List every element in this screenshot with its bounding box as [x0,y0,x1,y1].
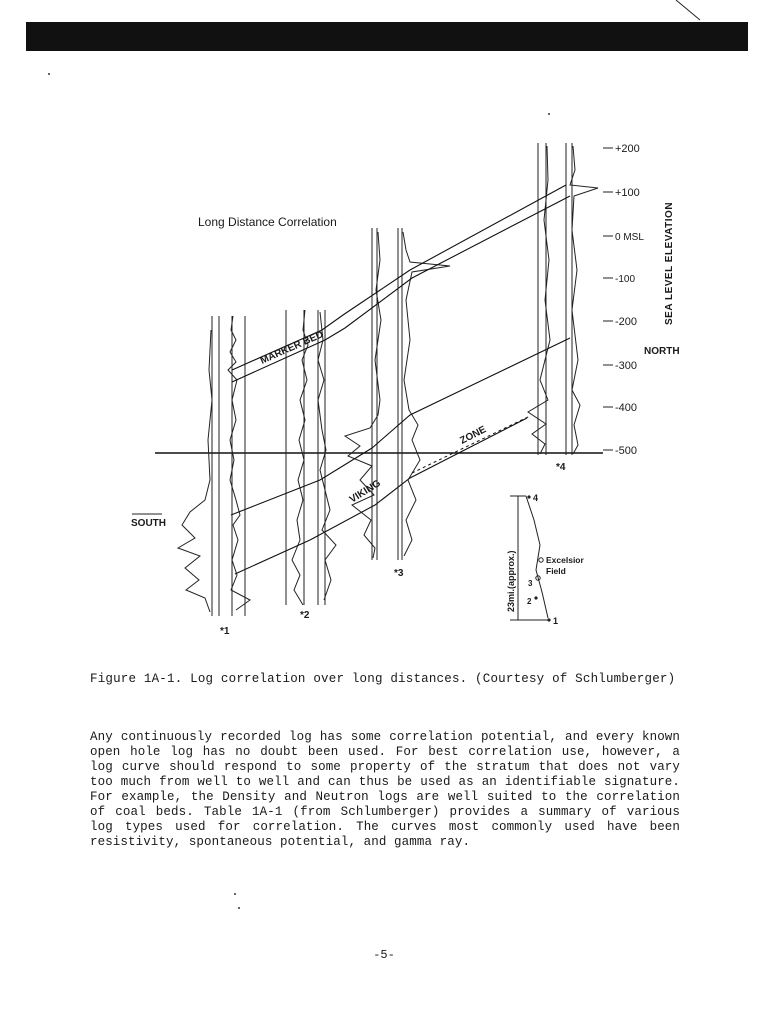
svg-text:-300: -300 [615,360,638,372]
zone-label: ZONE [458,424,489,447]
svg-text:4: 4 [533,493,539,503]
inset-field-label-2: Field [546,566,566,576]
svg-text:-400: -400 [615,402,638,414]
svg-text:+100: +100 [615,187,640,199]
inset-well-1 [547,616,558,626]
svg-text:1: 1 [553,616,559,626]
zone-dashed-line [412,416,530,473]
south-label: SOUTH [131,518,166,529]
scan-speck [234,893,236,895]
svg-text:-500: -500 [615,445,638,457]
well-label-2: *2 [300,610,310,621]
inset-field-marker [539,558,543,562]
correlation-lines [231,185,570,574]
svg-text:3: 3 [528,579,533,588]
page-number: -5- [373,948,395,962]
north-label: NORTH [644,346,680,357]
svg-text:-200: -200 [615,316,638,328]
marker-bed-top [232,185,566,370]
viking-label: VIKING [347,477,383,506]
well-label-1: *1 [220,626,230,637]
scan-speck [238,907,240,909]
marker-bed-label: MARKER BED [258,329,326,367]
inset-map [506,493,584,626]
well-log-4 [528,143,598,455]
elevation-tick [603,187,640,199]
elevation-tick [603,445,637,457]
svg-text:2: 2 [527,597,532,606]
elevation-axis-label: SEA LEVEL ELEVATION [664,201,675,325]
elevation-tick [603,143,640,155]
inset-field-label-1: Excelsior [546,555,584,565]
figure-caption: Figure 1A-1. Log correlation over long distances. (Courtesy of Schlumberger) [90,672,676,686]
svg-text:-100: -100 [615,274,636,285]
inset-well-4 [527,493,538,503]
svg-text:+200: +200 [615,143,640,155]
figure-title: Long Distance Correlation [198,215,337,229]
elevation-tick [603,274,635,285]
elevation-tick [603,402,637,414]
well-log-1 [178,316,250,616]
svg-text:0 MSL: 0 MSL [615,232,644,243]
inset-distance-label: 23mi.(approx.) [506,550,516,612]
body-paragraph: Any continuously recorded log has some correlation potential, and every known open hole log has no doubt been used. For best correlation use, however, a log curve should respond to some property of the stratum that does not vary too much from well to well and can thus be used as an identifiable signature. For example, the Density and Neutron logs are well suited to the correlation of coal beds. Table 1A-1 (from Schlumberger) provides a summary of various log types used for correlation. The curves most commonly used have been resistivity, spontaneous potential, and gamma ray. [90,730,680,849]
viking-top [231,338,570,515]
well-label-3: *3 [394,568,404,579]
well-label-4: *4 [556,462,566,473]
inset-well-2 [527,596,538,606]
elevation-tick [603,232,644,243]
elevation-tick [603,316,637,328]
elevation-scale [603,143,644,457]
elevation-tick [603,360,637,372]
